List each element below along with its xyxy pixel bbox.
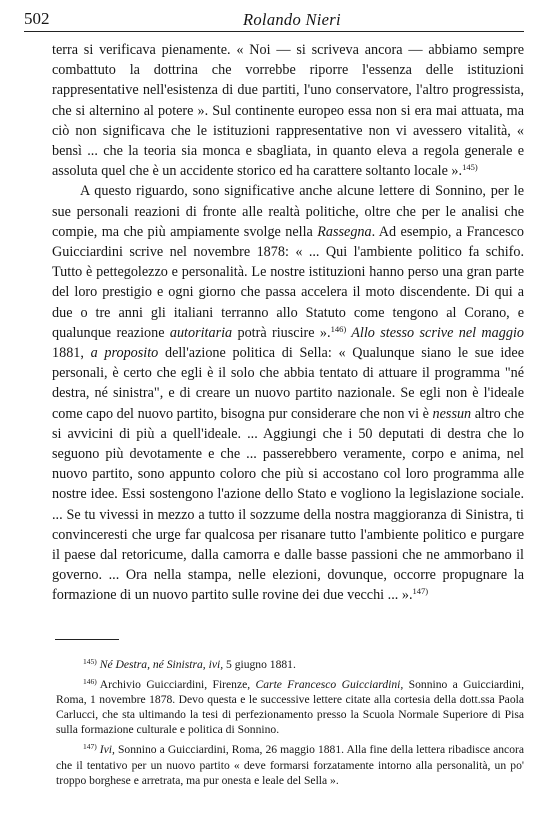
footnote-145: $^{145)}$ Né Destra, né Sinistra, ivi, 5 giugno 1881.	[83, 657, 296, 671]
footnote-mark: 147)	[83, 742, 97, 752]
paragraph-2: A questo riguardo, sono significative anche alcune lettere di Sonnino, per le sue personali reazioni di fronte alle realtà politiche, oltre che per le analisi che compie, ma che più ampiamente svolge nella Rassegna. Ad esempio, a Francesco Guicciardini scrive nel novembre 1878: « ... Qui l'ambiente politico fa schifo. Tutto è pettegolezzo e personalità. Le nostre istituzioni hanno perso una gran parte del loro prestigio e ogni giorno che passa accelera il moto discendente. Di qui a due o tre anni gli italiani terranno allo Statuto come tengono al Corano, e qualunque reazione autoritaria potrà riuscire ».$^{146)}$ Allo stesso scrive nel maggio 1881, a proposito dell'azione politica di Sella: « Qualunque siano le sue idee personali, è certo che egli è il solo che abbia tentato di attuare il programma "né destra, né sinistra", e di creare un nuovo partito nazionale. Se egli non è l'ideale come capo del nuovo partito, bisogna pur considerare che non vi è nessun altro che si avvicini di più a quell'ideale. ... Aggiungi che i 50 deputati di destra che lo seguono più devotamente e che ... passerebbero veramente, corpo e anima, nel nuovo partito, sono appunto coloro che più si accostano col loro programma alle nostre idee. Essi sostengono l'azione dello Stato e vogliono la legislazione sociale. ... Se tu vivessi in mezzo a tutto il sozzume della nostra maggioranza di Sinistra, ti convinceresti che urge far qualcosa per risanare tutto l'ambiente politico e purgare il paese dal retoricume, dalla camorra e dalle basse passioni che ne ammorbano il governo. ... Ora nella stampa, nelle elezioni, dovunque, occorre propugnare la formazione di un nuovo partito sulle rovine dei due vecchi ... ».$^{147)}$	[52, 183, 524, 604]
footnote-rule	[55, 639, 119, 640]
footnote-146: $^{146)}$ Archivio Guicciardini, Firenze, Carte Francesco Guicciardini, Sonnino a Guicciardini, Roma, 1 novembre 1878. Devo questa e le successive lettere citate alla cortesia della dott.ssa Paola Carlucci, che sta ultimando la tesi di perfezionamento presso la Scuola Normale Superiore di Pisa sulla formazione culturale e politica di Sonnino.	[56, 677, 524, 737]
footnote-ref-146[interactable]: 146)	[330, 323, 347, 334]
body-text	[52, 40, 524, 606]
footnotes	[56, 657, 524, 793]
header-rule	[24, 31, 524, 32]
page-number: 502	[24, 9, 50, 28]
footnote-ref-147[interactable]: 147)	[412, 586, 429, 597]
footnote-mark: 145)	[83, 657, 97, 666]
footnote-ref-145[interactable]: 145)	[462, 162, 478, 173]
footnote-147: $^{147)}$ Ivi, Sonnino a Guicciardini, Roma, 26 maggio 1881. Alla fine della lettera ribadisce ancora che il tentativo per un nuovo partito « deve formarsi forzatamente intorno alla personalità, un po' troppo borghese e arretrata, ma pur onesta e leale del Sella ».	[56, 742, 524, 787]
footnote-mark: 146)	[83, 677, 97, 687]
running-head: Rolando Nieri	[243, 10, 341, 29]
paragraph-1: terra si verificava pienamente. « Noi — si scriveva ancora — abbiamo sempre combattuto la dottrina che vorrebbe riporre l'essenza delle istituzioni rappresentative nell'esistenza di due partiti, l'uno conservatore, l'altro progressista, che si alternino al potere ». Sul continente europeo essa non si era mai attuata, ma ciò non significava che le istituzioni rappresentative non vi avessero vitalità, « bensì ... che la teoria sia monca e sbagliata, in quanto eleva a regola generale e assoluta quel che è un accidente storico ed ha carattere soltanto locale ».$^{145)}$	[52, 42, 524, 180]
